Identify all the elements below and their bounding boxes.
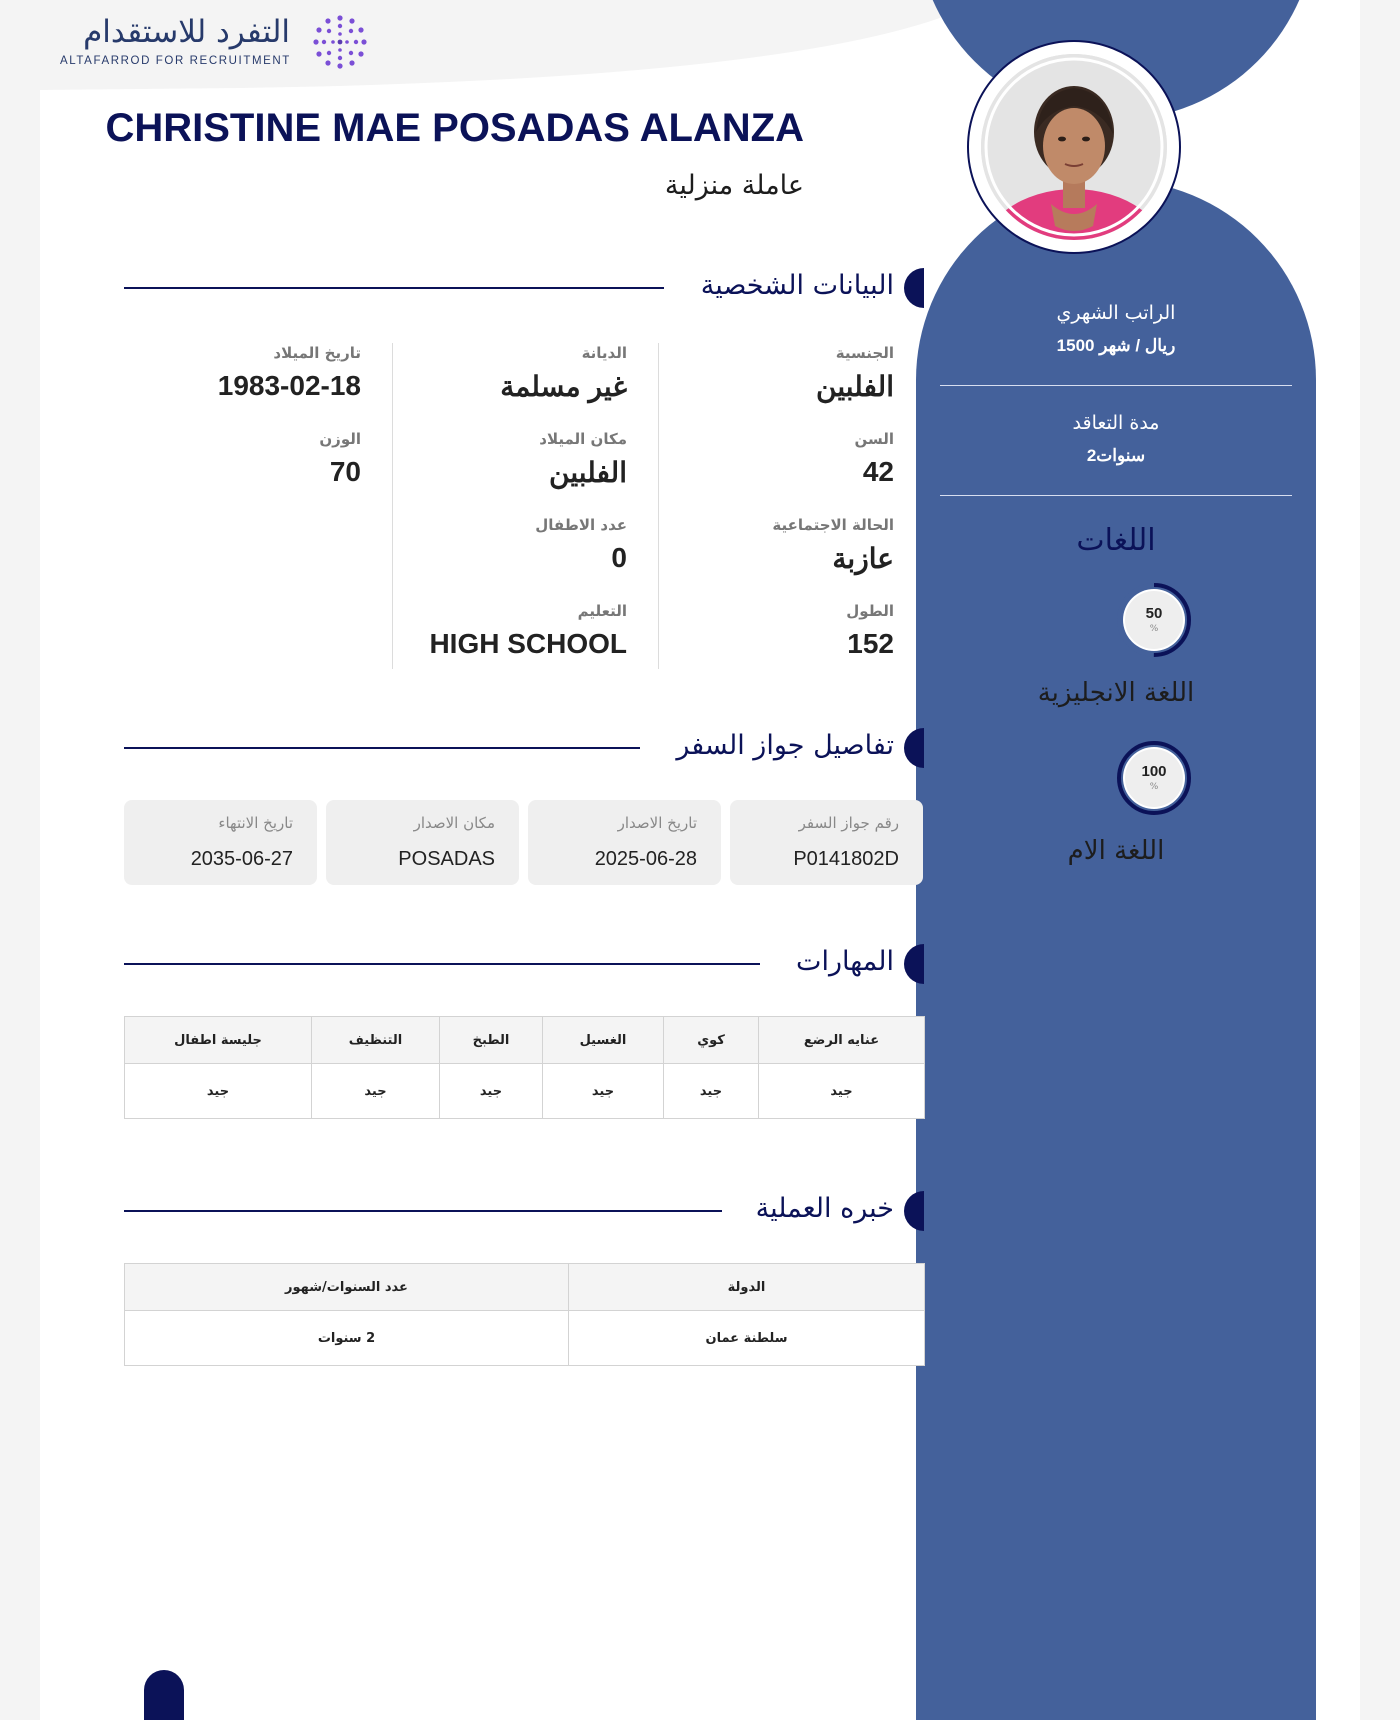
field-value: 152 bbox=[847, 628, 894, 659]
section-line bbox=[124, 747, 640, 749]
field-value: غير مسلمة bbox=[500, 371, 627, 402]
section-title: البيانات الشخصية bbox=[700, 270, 894, 301]
passport-card bbox=[528, 800, 721, 885]
section-title: خبره العملية bbox=[755, 1193, 894, 1224]
passport-value: 2035-06-27 bbox=[190, 848, 293, 870]
skills-table bbox=[124, 1016, 925, 1119]
sidebar-divider bbox=[940, 385, 1292, 386]
passport-value: 2025-06-28 bbox=[594, 848, 697, 870]
passport-value: POSADAS bbox=[398, 848, 495, 870]
field-value: الفلبين bbox=[816, 371, 894, 402]
salary-value: 1500 ريال / شهر bbox=[1056, 336, 1176, 355]
contract-label: مدة التعاقد bbox=[1072, 412, 1160, 434]
section-experience bbox=[124, 1189, 924, 1233]
table-header-cell: الطبخ bbox=[440, 1017, 543, 1064]
language-name: اللغة الام bbox=[1067, 836, 1165, 866]
passport-label: مكان الاصدار bbox=[413, 814, 495, 832]
language-gauge bbox=[1116, 740, 1192, 816]
field-label: الحالة الاجتماعية bbox=[772, 516, 894, 534]
personal-column-1 bbox=[654, 344, 894, 688]
logo-english-text: ALTAFARROD FOR RECRUITMENT bbox=[60, 55, 291, 67]
percent-sign: % bbox=[1149, 782, 1159, 792]
field-label: عدد الاطفال bbox=[535, 516, 627, 534]
experience-table bbox=[124, 1263, 925, 1366]
job-title: عاملة منزلية bbox=[664, 170, 804, 201]
field-value: 70 bbox=[329, 456, 361, 487]
table-header-row bbox=[125, 1017, 925, 1064]
language-level: 100 bbox=[1141, 763, 1167, 780]
section-line bbox=[124, 287, 664, 289]
section-personal bbox=[124, 266, 924, 310]
passport-card bbox=[326, 800, 519, 885]
passport-label: تاريخ الانتهاء bbox=[218, 814, 293, 832]
decorative-pill bbox=[144, 1670, 184, 1720]
table-cell: جيد bbox=[440, 1064, 543, 1119]
section-marker bbox=[904, 268, 924, 308]
field-value: 1983-02-18 bbox=[217, 370, 361, 401]
table-header-cell: عنايه الرضع bbox=[759, 1017, 925, 1064]
table-header-cell: عدد السنوات/شهور bbox=[125, 1264, 569, 1311]
field-value: HIGH SCHOOL bbox=[429, 628, 627, 659]
personal-column-3 bbox=[121, 344, 361, 516]
languages-title: اللغات bbox=[1076, 523, 1156, 558]
table-header-cell: الدولة bbox=[569, 1264, 925, 1311]
passport-label: رقم جواز السفر bbox=[798, 814, 899, 832]
field-value: عازبة bbox=[832, 543, 894, 574]
field-value: 42 bbox=[862, 456, 894, 487]
field-label: الوزن bbox=[319, 430, 361, 448]
table-cell: سلطنة عمان bbox=[569, 1311, 925, 1366]
passport-value: P0141802D bbox=[793, 848, 899, 870]
candidate-photo bbox=[981, 54, 1167, 240]
table-cell: جيد bbox=[312, 1064, 440, 1119]
passport-card bbox=[730, 800, 923, 885]
language-name: اللغة الانجليزية bbox=[1037, 678, 1195, 708]
company-logo bbox=[60, 12, 390, 76]
section-marker bbox=[904, 944, 924, 984]
field-label: الطول bbox=[846, 602, 894, 620]
table-cell: جيد bbox=[543, 1064, 664, 1119]
contract-value: 2سنوات bbox=[1086, 446, 1146, 465]
section-title: المهارات bbox=[796, 946, 894, 977]
table-cell: 2 سنوات bbox=[125, 1311, 569, 1366]
logo-arabic-text: التفرد للاستقدام bbox=[83, 14, 290, 50]
table-row bbox=[125, 1311, 925, 1366]
section-marker bbox=[904, 1191, 924, 1231]
table-cell: جيد bbox=[664, 1064, 759, 1119]
table-header-cell: التنظيف bbox=[312, 1017, 440, 1064]
personal-column-2 bbox=[387, 344, 627, 688]
field-label: الديانة bbox=[581, 344, 627, 362]
table-header-cell: جليسة اطفال bbox=[125, 1017, 312, 1064]
logo-dots-icon bbox=[312, 14, 368, 70]
passport-label: تاريخ الاصدار bbox=[617, 814, 697, 832]
candidate-name: CHRISTINE MAE POSADAS ALANZA bbox=[105, 106, 804, 150]
sidebar-divider bbox=[940, 495, 1292, 496]
table-header-cell: الغسيل bbox=[543, 1017, 664, 1064]
section-skills bbox=[124, 942, 924, 986]
table-cell: جيد bbox=[759, 1064, 925, 1119]
table-row bbox=[125, 1064, 925, 1119]
table-cell: جيد bbox=[125, 1064, 312, 1119]
field-label: السن bbox=[854, 430, 894, 448]
section-line bbox=[124, 963, 760, 965]
language-level: 50 bbox=[1145, 605, 1163, 622]
cv-page bbox=[40, 0, 1360, 1720]
sidebar bbox=[916, 180, 1316, 1720]
field-value: الفلبين bbox=[549, 457, 627, 488]
field-label: الجنسية bbox=[835, 344, 894, 362]
passport-card bbox=[124, 800, 317, 885]
percent-sign: % bbox=[1149, 624, 1159, 634]
field-label: التعليم bbox=[577, 602, 627, 620]
section-passport bbox=[124, 726, 924, 770]
language-gauge bbox=[1116, 582, 1192, 658]
section-marker bbox=[904, 728, 924, 768]
section-line bbox=[124, 1210, 722, 1212]
table-header-cell: كوي bbox=[664, 1017, 759, 1064]
field-label: تاريخ الميلاد bbox=[273, 344, 361, 362]
section-title: تفاصيل جواز السفر bbox=[676, 730, 894, 761]
field-label: مكان الميلاد bbox=[539, 430, 627, 448]
salary-label: الراتب الشهري bbox=[1056, 302, 1176, 324]
table-header-row bbox=[125, 1264, 925, 1311]
field-value: 0 bbox=[611, 542, 627, 573]
